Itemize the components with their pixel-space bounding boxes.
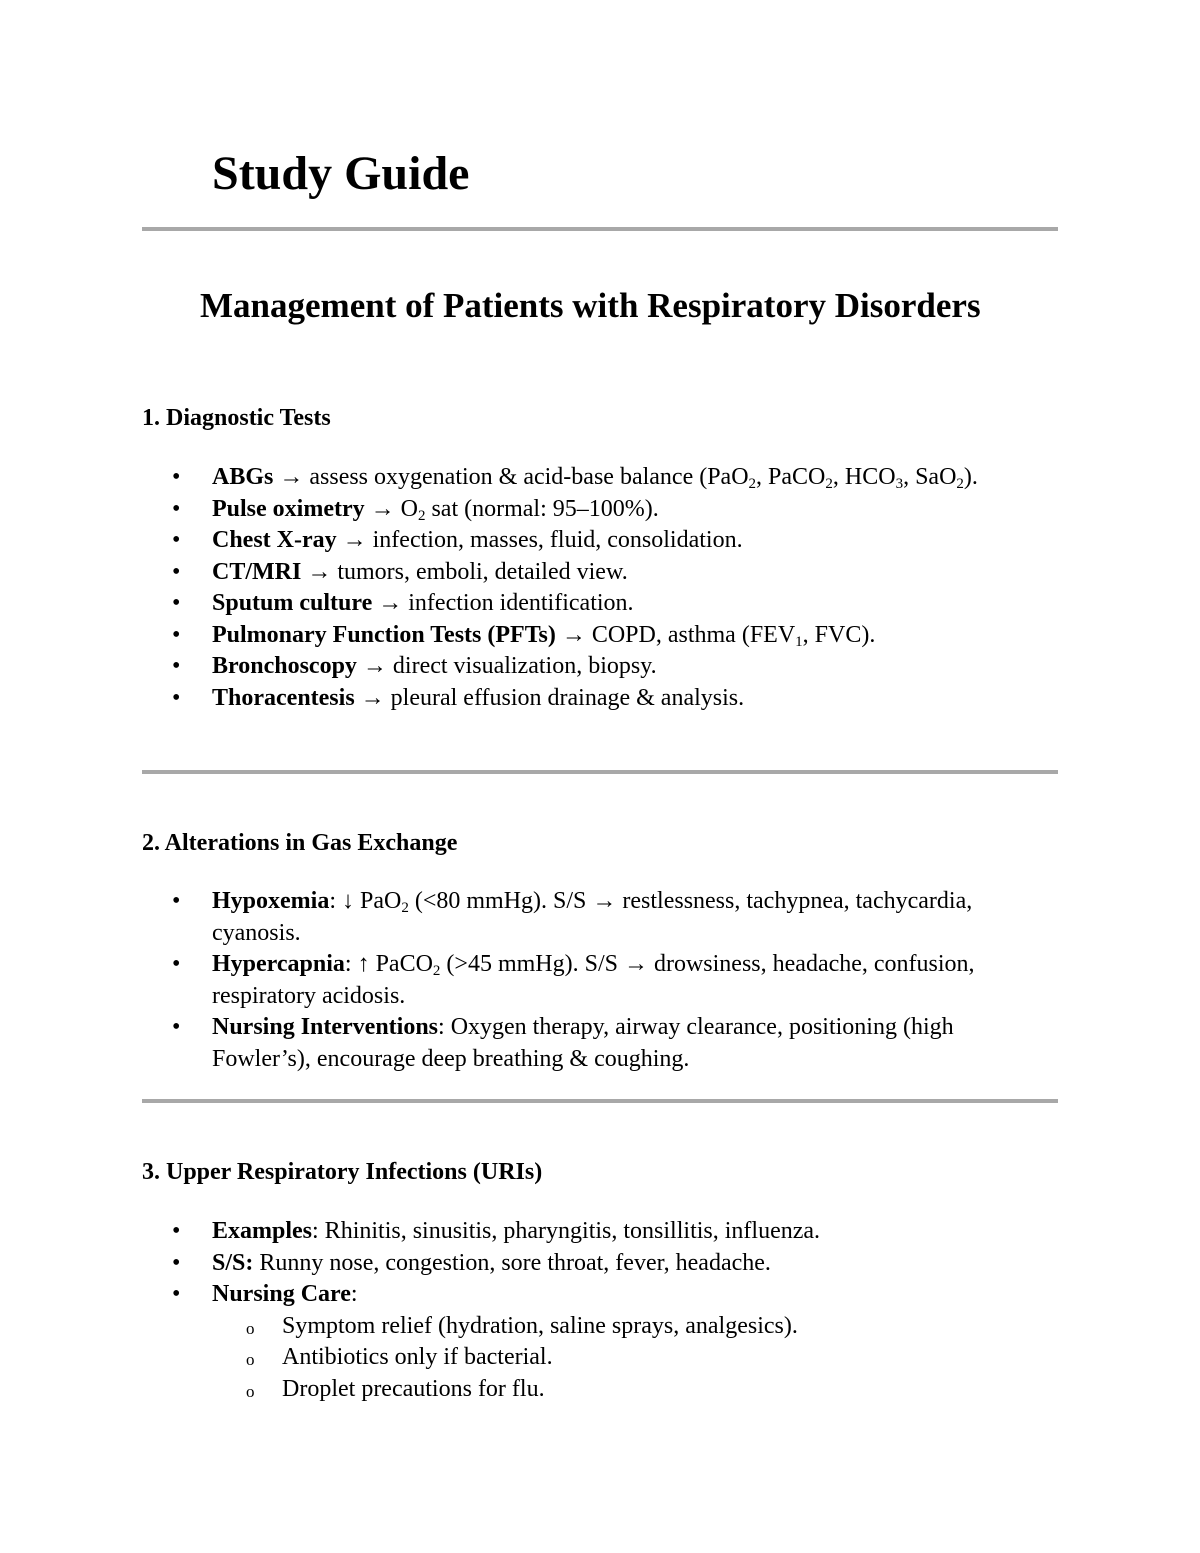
list-item: • Hypercapnia: ↑ PaCO$_2$ (>45 mmHg). S/S → drowsiness, headache, confusion, respiratory acidosis. <box>212 949 1042 1012</box>
list-item: • Nursing Care: o Symptom relief (hydration, saline sprays, analgesics). o Antibiotics only if bacterial. o Droplet precautions for flu. <box>212 1279 1042 1405</box>
list-item: • Chest X-ray → infection, masses, fluid, consolidation. <box>212 525 1042 557</box>
diagnostic-tests-list <box>212 462 1042 714</box>
sub-list-item: o Droplet precautions for flu. <box>282 1374 1042 1406</box>
sub-list-item: o Antibiotics only if bacterial. <box>282 1342 1042 1374</box>
divider-3 <box>142 1099 1058 1103</box>
section-heading-uri: 3. Upper Respiratory Infections (URIs) <box>142 1159 543 1185</box>
divider-2 <box>142 770 1058 774</box>
page-title: Study Guide <box>212 147 470 200</box>
section-heading-gas-exchange: 2. Alterations in Gas Exchange <box>142 830 458 856</box>
sub-list-item: o Symptom relief (hydration, saline sprays, analgesics). <box>282 1311 1042 1343</box>
list-item: • Thoracentesis → pleural effusion drainage & analysis. <box>212 683 1042 715</box>
list-item: • ABGs → assess oxygenation & acid-base balance (PaO$_2$, PaCO$_2$, $HCO_3$, SaO$_2$). <box>212 462 1042 494</box>
section-heading-diagnostic-tests: 1. Diagnostic Tests <box>142 405 331 431</box>
gas-exchange-list <box>212 886 1042 1075</box>
list-item: • Bronchoscopy → direct visualization, biopsy. <box>212 651 1042 683</box>
list-item: • Nursing Interventions: Oxygen therapy, airway clearance, positioning (high Fowler’s), encourage deep breathing & coughing. <box>212 1012 1042 1075</box>
nursing-care-sublist <box>212 1311 1042 1406</box>
document-subtitle: Management of Patients with Respiratory Disorders <box>200 286 981 325</box>
list-item: • Hypoxemia: ↓ PaO$_2$ (<80 mmHg). S/S → restlessness, tachypnea, tachycardia, cyanosis. <box>212 886 1042 949</box>
uri-list <box>212 1216 1042 1405</box>
list-item: • CT/MRI → tumors, emboli, detailed view. <box>212 557 1042 589</box>
list-item: • S/S: Runny nose, congestion, sore throat, fever, headache. <box>212 1248 1042 1280</box>
divider-1 <box>142 227 1058 231</box>
list-item: • Pulse oximetry → $O_2$ sat (normal: 95–100%). <box>212 494 1042 526</box>
list-item: • Pulmonary Function Tests (PFTs) → COPD, asthma ($FEV_1$, FVC). <box>212 620 1042 652</box>
list-item: • Sputum culture → infection identification. <box>212 588 1042 620</box>
list-item: • Examples: Rhinitis, sinusitis, pharyngitis, tonsillitis, influenza. <box>212 1216 1042 1248</box>
